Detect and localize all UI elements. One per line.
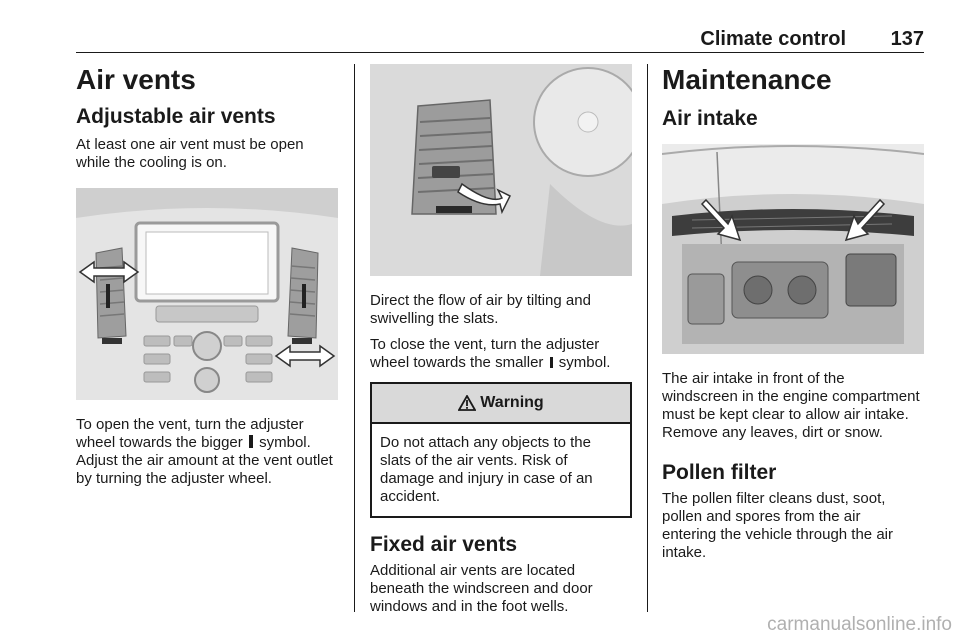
heading-maintenance: Maintenance: [662, 64, 832, 95]
vent-close-illustration: [370, 64, 632, 276]
warning-triangle-icon: [458, 395, 476, 411]
figure-vent-close: [370, 64, 632, 276]
warning-box: [370, 382, 632, 518]
paragraph: The air intake in front of the windscreen in the engine compartment must be kept clear to allow air intake. Remove any leaves, dirt or snow.: [662, 370, 920, 441]
figure-dashboard-vents: [76, 188, 338, 400]
vent-symbol-icon: [249, 435, 253, 448]
paragraph: The pollen filter cleans dust, soot, pollen and spores from the air entering the vehicle through the air intake.: [662, 490, 893, 561]
warning-title: Warning: [480, 394, 544, 411]
column-divider: [647, 64, 648, 612]
column-1: [76, 64, 340, 488]
column-2: [370, 64, 632, 616]
paragraph: Direct the flow of air by tilting and swivelling the slats.: [370, 292, 591, 327]
warning-header: [372, 384, 630, 424]
heading-air-vents: Air vents: [76, 64, 196, 95]
figure-engine-compartment: [662, 144, 924, 354]
heading-adjustable-air-vents: Adjustable air vents: [76, 105, 276, 128]
heading-fixed-air-vents: Fixed air vents: [370, 533, 518, 556]
page-header: [76, 26, 924, 53]
paragraph: To open the vent, turn the adjuster wheel towards the bigger symbol. Adjust the air amount at the vent outlet by turning the adjuster wheel.: [76, 416, 333, 487]
paragraph: To close the vent, turn the adjuster wheel towards the smaller symbol.: [370, 336, 611, 371]
warning-body: Do not attach any objects to the slats of the air vents. Risk of damage and injury in case of an accident.: [380, 434, 593, 505]
engine-compartment-illustration: [662, 144, 924, 354]
section-title: Climate control: [700, 28, 846, 50]
paragraph: At least one air vent must be open while the cooling is on.: [76, 136, 304, 171]
dashboard-vents-illustration: [76, 188, 338, 400]
heading-air-intake: Air intake: [662, 107, 758, 130]
page-number: 137: [890, 28, 924, 50]
paragraph: Additional air vents are located beneath the windscreen and door windows and in the foot wells.: [370, 562, 593, 615]
column-divider: [354, 64, 355, 612]
column-3: [662, 64, 924, 562]
heading-pollen-filter: Pollen filter: [662, 461, 777, 484]
watermark: carmanualsonline.info: [767, 614, 952, 635]
vent-symbol-icon: [550, 357, 553, 368]
